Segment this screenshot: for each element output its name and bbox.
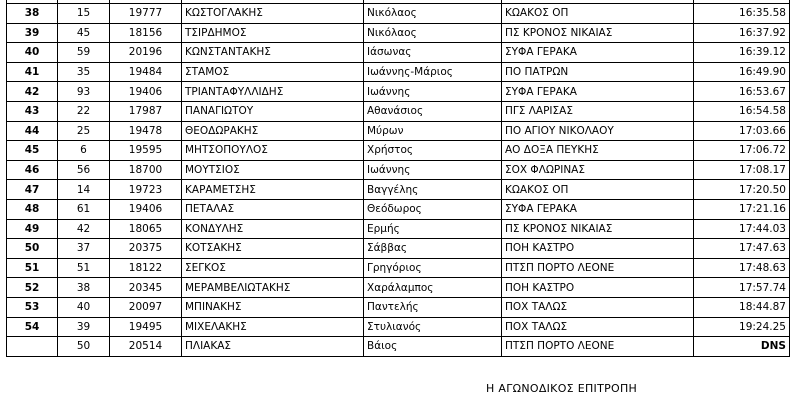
surname-cell: ΣΕΓΚΟΣ (182, 258, 364, 278)
bib-cell: 59 (58, 43, 110, 63)
time-cell: 17:08.17 (694, 160, 790, 180)
firstname-cell: Μύρων (364, 121, 502, 141)
bib-cell: 38 (58, 278, 110, 298)
bib-cell: 42 (58, 219, 110, 239)
rank-cell: 50 (7, 239, 58, 259)
rank-cell: 43 (7, 101, 58, 121)
surname-cell: ΜΙΧΕΛΑΚΗΣ (182, 317, 364, 337)
results-body (7, 0, 790, 356)
firstname-cell: Σάββας (364, 239, 502, 259)
table-row (7, 337, 790, 357)
athlete-id-cell: 18700 (110, 160, 182, 180)
time-cell: 17:48.63 (694, 258, 790, 278)
time-cell: 17:47.63 (694, 239, 790, 259)
table-row (7, 317, 790, 337)
bib-cell: 51 (58, 258, 110, 278)
firstname-cell: Νικόλαος (364, 23, 502, 43)
surname-cell: ΘΕΟΔΩΡΑΚΗΣ (182, 121, 364, 141)
bib-cell: 14 (58, 180, 110, 200)
table-row (7, 23, 790, 43)
club-cell: ΠΓΣ ΛΑΡΙΣΑΣ (502, 101, 694, 121)
bib-cell: 37 (58, 239, 110, 259)
firstname-cell: Ερμής (364, 219, 502, 239)
firstname-cell: Χρήστος (364, 141, 502, 161)
firstname-cell: Γρηγόριος (364, 258, 502, 278)
club-cell: ΚΩΑΚΟΣ ΟΠ (502, 4, 694, 24)
bib-cell: 35 (58, 62, 110, 82)
surname-cell: ΚΩΝΣΤΑΝΤΑΚΗΣ (182, 43, 364, 63)
rank-cell: 41 (7, 62, 58, 82)
surname-cell: ΜΕΡΑΜΒΕΛΙΩΤΑΚΗΣ (182, 278, 364, 298)
rank-cell: 39 (7, 23, 58, 43)
firstname-cell: Βαγγέλης (364, 180, 502, 200)
club-cell: ΣΥΦΑ ΓΕΡΑΚΑ (502, 199, 694, 219)
time-cell: 17:06.72 (694, 141, 790, 161)
surname-cell: ΠΛΙΑΚΑΣ (182, 337, 364, 357)
athlete-id-cell: 19478 (110, 121, 182, 141)
rank-cell: 51 (7, 258, 58, 278)
bib-cell: 6 (58, 141, 110, 161)
rank-cell: 49 (7, 219, 58, 239)
table-row (7, 219, 790, 239)
time-cell: 17:03.66 (694, 121, 790, 141)
table-row (7, 121, 790, 141)
surname-cell: ΜΠΙΝΑΚΗΣ (182, 297, 364, 317)
time-cell: 16:53.67 (694, 82, 790, 102)
athlete-id-cell: 20097 (110, 297, 182, 317)
club-cell: ΠΟ ΑΓΙΟΥ ΝΙΚΟΛΑΟΥ (502, 121, 694, 141)
surname-cell: ΚΟΝΔΥΛΗΣ (182, 219, 364, 239)
surname-cell: ΠΕΤΑΛΑΣ (182, 199, 364, 219)
time-cell: 17:57.74 (694, 278, 790, 298)
table-row (7, 62, 790, 82)
rank-cell: 46 (7, 160, 58, 180)
club-cell: ΠΣ ΚΡΟΝΟΣ ΝΙΚΑΙΑΣ (502, 219, 694, 239)
firstname-cell: Ιωάννης (364, 82, 502, 102)
results-table (6, 0, 790, 357)
time-cell: 17:20.50 (694, 180, 790, 200)
bib-cell: 50 (58, 337, 110, 357)
athlete-id-cell: 19495 (110, 317, 182, 337)
athlete-id-cell: 20514 (110, 337, 182, 357)
athlete-id-cell: 18156 (110, 23, 182, 43)
athlete-id-cell: 19406 (110, 199, 182, 219)
surname-cell: ΚΑΡΑΜΕΤΣΗΣ (182, 180, 364, 200)
athlete-id-cell: 20345 (110, 278, 182, 298)
club-cell: ΑΟ ΔΟΞΑ ΠΕΥΚΗΣ (502, 141, 694, 161)
surname-cell: ΤΣΙΡΔΗΜΟΣ (182, 23, 364, 43)
bib-cell: 40 (58, 297, 110, 317)
firstname-cell: Ιάσωνας (364, 43, 502, 63)
time-cell: 17:44.03 (694, 219, 790, 239)
table-row (7, 82, 790, 102)
rank-cell: 40 (7, 43, 58, 63)
table-row (7, 199, 790, 219)
time-cell: 17:21.16 (694, 199, 790, 219)
surname-cell: ΜΟΥΤΣΙΟΣ (182, 160, 364, 180)
time-cell: 16:39.12 (694, 43, 790, 63)
table-row (7, 239, 790, 259)
table-row (7, 141, 790, 161)
bib-cell: 61 (58, 199, 110, 219)
rank-cell: 52 (7, 278, 58, 298)
rank-cell: 54 (7, 317, 58, 337)
firstname-cell: Αθανάσιος (364, 101, 502, 121)
firstname-cell: Παντελής (364, 297, 502, 317)
club-cell: ΠΟ ΠΑΤΡΩΝ (502, 62, 694, 82)
firstname-cell: Βάιος (364, 337, 502, 357)
surname-cell: ΤΡΙΑΝΤΑΦΥΛΛΙΔΗΣ (182, 82, 364, 102)
firstname-cell: Νικόλαος (364, 4, 502, 24)
table-row (7, 258, 790, 278)
surname-cell: ΚΟΤΣΑΚΗΣ (182, 239, 364, 259)
athlete-id-cell: 20196 (110, 43, 182, 63)
club-cell: ΠΤΣΠ ΠΟΡΤΟ ΛΕΟΝΕ (502, 258, 694, 278)
bib-cell: 25 (58, 121, 110, 141)
committee-signature: Η ΑΓΩΝΟΔΙΚΟΣ ΕΠΙΤΡΟΠΗ (486, 382, 638, 395)
time-cell: 19:24.25 (694, 317, 790, 337)
athlete-id-cell: 20375 (110, 239, 182, 259)
time-cell: 18:44.87 (694, 297, 790, 317)
time-cell: 16:54.58 (694, 101, 790, 121)
athlete-id-cell: 19723 (110, 180, 182, 200)
rank-cell: 44 (7, 121, 58, 141)
time-cell: 16:35.58 (694, 4, 790, 24)
firstname-cell: Θεόδωρος (364, 199, 502, 219)
bib-cell: 39 (58, 317, 110, 337)
table-row (7, 43, 790, 63)
athlete-id-cell: 19777 (110, 4, 182, 24)
bib-cell: 45 (58, 23, 110, 43)
athlete-id-cell: 18065 (110, 219, 182, 239)
athlete-id-cell: 19484 (110, 62, 182, 82)
firstname-cell: Ιωάννης (364, 160, 502, 180)
athlete-id-cell: 17987 (110, 101, 182, 121)
bib-cell: 56 (58, 160, 110, 180)
table-row (7, 180, 790, 200)
surname-cell: ΣΤΑΜΟΣ (182, 62, 364, 82)
bib-cell: 15 (58, 4, 110, 24)
surname-cell: ΠΑΝΑΓΙΩΤΟΥ (182, 101, 364, 121)
bib-cell: 22 (58, 101, 110, 121)
firstname-cell: Χαράλαμπος (364, 278, 502, 298)
club-cell: ΚΩΑΚΟΣ ΟΠ (502, 180, 694, 200)
rank-cell: 48 (7, 199, 58, 219)
firstname-cell: Ιωάννης-Μάριος (364, 62, 502, 82)
club-cell: ΠΣ ΚΡΟΝΟΣ ΝΙΚΑΙΑΣ (502, 23, 694, 43)
rank-cell: 45 (7, 141, 58, 161)
table-row (7, 278, 790, 298)
time-cell: 16:37.92 (694, 23, 790, 43)
firstname-cell: Στυλιανός (364, 317, 502, 337)
rank-cell: 53 (7, 297, 58, 317)
club-cell: ΠΟΧ ΤΑΛΩΣ (502, 297, 694, 317)
table-row (7, 101, 790, 121)
surname-cell: ΚΩΣΤΟΓΛΑΚΗΣ (182, 4, 364, 24)
table-row (7, 160, 790, 180)
table-row (7, 297, 790, 317)
rank-cell: 42 (7, 82, 58, 102)
rank-cell (7, 337, 58, 357)
rank-cell: 38 (7, 4, 58, 24)
athlete-id-cell: 19406 (110, 82, 182, 102)
club-cell: ΣΟΧ ΦΛΩΡΙΝΑΣ (502, 160, 694, 180)
table-row (7, 4, 790, 24)
rank-cell: 47 (7, 180, 58, 200)
bib-cell: 93 (58, 82, 110, 102)
club-cell: ΠΟΗ ΚΑΣΤΡΟ (502, 239, 694, 259)
time-cell: DNS (694, 337, 790, 357)
club-cell: ΣΥΦΑ ΓΕΡΑΚΑ (502, 82, 694, 102)
time-cell: 16:49.90 (694, 62, 790, 82)
club-cell: ΠΤΣΠ ΠΟΡΤΟ ΛΕΟΝΕ (502, 337, 694, 357)
athlete-id-cell: 18122 (110, 258, 182, 278)
athlete-id-cell: 19595 (110, 141, 182, 161)
club-cell: ΠΟΗ ΚΑΣΤΡΟ (502, 278, 694, 298)
club-cell: ΠΟΧ ΤΑΛΩΣ (502, 317, 694, 337)
club-cell: ΣΥΦΑ ΓΕΡΑΚΑ (502, 43, 694, 63)
surname-cell: ΜΗΤΣΟΠΟΥΛΟΣ (182, 141, 364, 161)
